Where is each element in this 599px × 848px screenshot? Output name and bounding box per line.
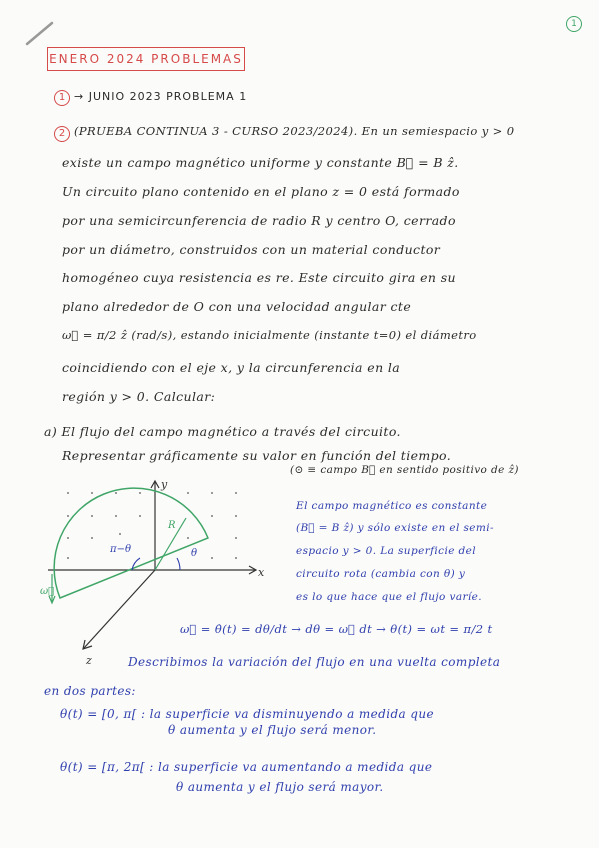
problem-line: coincidiendo con el eje x, y la circunferencia en la bbox=[62, 360, 401, 375]
field-note: (⊙ ≡ campo B⃗ en sentido positivo de ẑ) bbox=[290, 464, 519, 476]
problem-line: por una semicircunferencia de radio R y centro O, cerrado bbox=[62, 213, 456, 228]
solution-line: θ aumenta y el flujo será mayor. bbox=[176, 780, 384, 794]
solution-line: θ aumenta y el flujo será menor. bbox=[168, 723, 377, 737]
problem-line: plano alrededor de O con una velocidad angular cte bbox=[62, 299, 412, 314]
axis-y-label: y bbox=[161, 478, 168, 491]
solution-line: Describimos la variación del flujo en una vuelta completa bbox=[128, 655, 501, 669]
pi-minus-theta-label: π−θ bbox=[110, 544, 131, 555]
side-note-line: espacio y > 0. La superficie del bbox=[296, 545, 477, 557]
part-a-line: a) El flujo del campo magnético a través del circuito. bbox=[44, 424, 401, 439]
omega-label: ω⃗ bbox=[40, 586, 55, 597]
rotating-circuit-diagram bbox=[40, 478, 272, 668]
solution-line: en dos partes: bbox=[44, 684, 136, 698]
problem-line: por un diámetro, construidos con un material conductor bbox=[62, 242, 441, 257]
problem-line: homogéneo cuya resistencia es re. Este circuito gira en su bbox=[62, 270, 457, 285]
item-number-2: 2 bbox=[54, 126, 70, 142]
solution-line: θ(t) = [0, π[ : la superficie va disminuyendo a medida que bbox=[60, 707, 435, 721]
side-note-line: (B⃗ = B ẑ) y sólo existe en el semi- bbox=[296, 522, 494, 534]
radius-label: R bbox=[168, 520, 176, 531]
axis-x-label: x bbox=[258, 566, 265, 579]
axis-z-label: z bbox=[86, 654, 92, 667]
part-a-line: Representar gráficamente su valor en función del tiempo. bbox=[62, 448, 452, 463]
solution-line: θ(t) = [π, 2π[ : la superficie va aumentando a medida que bbox=[60, 760, 433, 774]
side-note-line: circuito rota (cambia con θ) y bbox=[296, 568, 466, 580]
side-note-line: El campo magnético es constante bbox=[296, 500, 488, 512]
problem-line: región y > 0. Calcular: bbox=[62, 389, 216, 404]
pencil-mark-icon bbox=[24, 20, 56, 48]
theta-label: θ bbox=[191, 548, 198, 559]
page-title: ENERO 2024 PROBLEMAS bbox=[47, 47, 245, 71]
omega-equation: ω⃗ = θ̇(t) = dθ/dt → dθ = ω⃗ dt → θ(t) = ωt = π/2 t bbox=[180, 622, 493, 636]
item-number-1: 1 bbox=[54, 90, 70, 106]
problem-line: ω⃗ = π/2 ẑ (rad/s), estando inicialmente (instante t=0) el diámetro bbox=[62, 328, 477, 342]
page-number-badge: 1 bbox=[566, 16, 582, 32]
item-1-text: → JUNIO 2023 PROBLEMA 1 bbox=[74, 90, 248, 103]
problem-line: existe un campo magnético uniforme y constante B⃗ = B ẑ. bbox=[62, 155, 459, 170]
item-2-heading: (PRUEBA CONTINUA 3 - CURSO 2023/2024). En un semiespacio y > 0 bbox=[74, 124, 515, 138]
side-note-line: es lo que hace que el flujo varíe. bbox=[296, 591, 483, 603]
problem-line: Un circuito plano contenido en el plano z = 0 está formado bbox=[62, 184, 460, 199]
